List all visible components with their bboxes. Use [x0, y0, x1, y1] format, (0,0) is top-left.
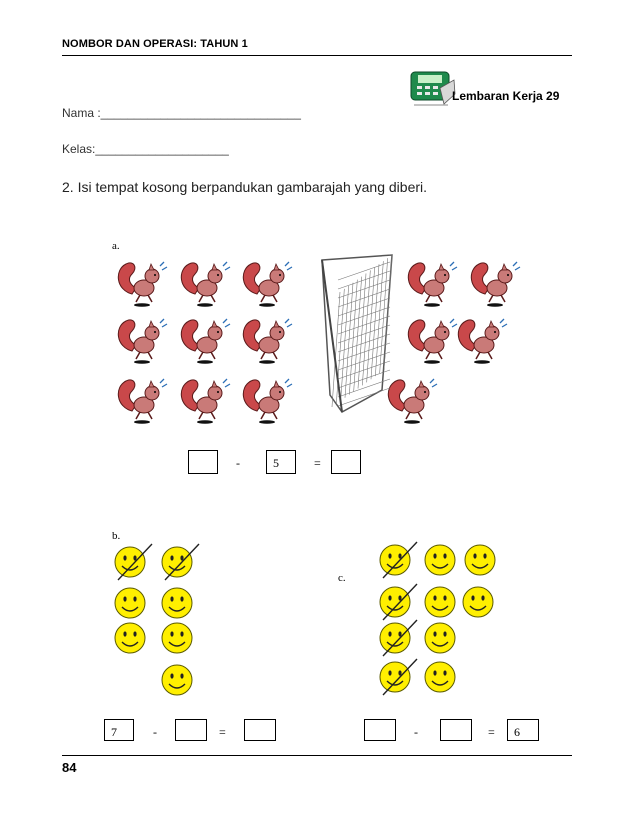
smiley-icon-crossed	[162, 544, 199, 580]
question-text: 2. Isi tempat kosong berpandukan gambarajah yang diberi.	[62, 179, 428, 195]
squirrel-icon	[118, 379, 167, 424]
part-c-label: c.	[338, 572, 346, 584]
smiley-icon	[115, 623, 145, 653]
squirrel-icon	[471, 262, 520, 307]
smiley-icon	[162, 665, 192, 695]
part-c-equals: =	[488, 725, 495, 739]
part-a-answer-box-2[interactable]	[331, 450, 361, 474]
part-c-result-box: 6	[507, 719, 539, 741]
part-b-minus: -	[153, 725, 157, 739]
part-a-answer-box-1[interactable]	[188, 450, 218, 474]
smiley-icon	[463, 587, 493, 617]
part-c-answer-box-1[interactable]	[364, 719, 396, 741]
part-b-equals: =	[219, 725, 226, 739]
squirrel-icon	[408, 262, 457, 307]
squirrel-icon	[181, 319, 230, 364]
part-b-answer-box-2[interactable]	[244, 719, 276, 741]
smiley-icon-crossed	[380, 659, 417, 695]
worksheet-label: Lembaran Kerja 29	[452, 89, 560, 103]
smiley-icon-crossed	[380, 620, 417, 656]
squirrel-icon	[118, 319, 167, 364]
smiley-icon	[425, 623, 455, 653]
squirrel-icon	[118, 262, 167, 307]
squirrel-icon	[243, 379, 292, 424]
smiley-icon	[425, 587, 455, 617]
smiley-icon	[162, 588, 192, 618]
smiley-icon	[425, 662, 455, 692]
header-title: NOMBOR DAN OPERASI: TAHUN 1	[62, 38, 248, 50]
part-b-label: b.	[112, 530, 121, 542]
smiley-icon	[115, 588, 145, 618]
squirrel-icon	[388, 379, 437, 424]
squirrel-icon	[181, 262, 230, 307]
part-a-label: a.	[112, 240, 120, 252]
squirrel-icon	[458, 319, 507, 364]
part-b-answer-box-1[interactable]	[175, 719, 207, 741]
part-c-answer-box-2[interactable]	[440, 719, 472, 741]
squirrel-icon	[408, 319, 457, 364]
name-field[interactable]: Nama :______________________________	[62, 106, 301, 120]
smiley-icon	[425, 545, 455, 575]
net-icon	[322, 255, 392, 412]
part-a-minus: -	[236, 456, 240, 470]
smiley-icon-crossed	[380, 584, 417, 620]
part-a-given-box: 5	[266, 450, 296, 474]
squirrel-icon	[181, 379, 230, 424]
part-a-equals: =	[314, 456, 321, 470]
squirrel-icon	[243, 319, 292, 364]
part-b-given-box: 7	[104, 719, 134, 741]
smiley-icon	[162, 623, 192, 653]
smiley-icon-crossed	[115, 544, 152, 580]
smiley-icon-crossed	[380, 542, 417, 578]
squirrel-icon	[243, 262, 292, 307]
page-number: 84	[62, 760, 77, 775]
smiley-icon	[465, 545, 495, 575]
part-c-minus: -	[414, 725, 418, 739]
footer-divider	[62, 755, 572, 756]
class-field[interactable]: Kelas:____________________	[62, 142, 229, 156]
